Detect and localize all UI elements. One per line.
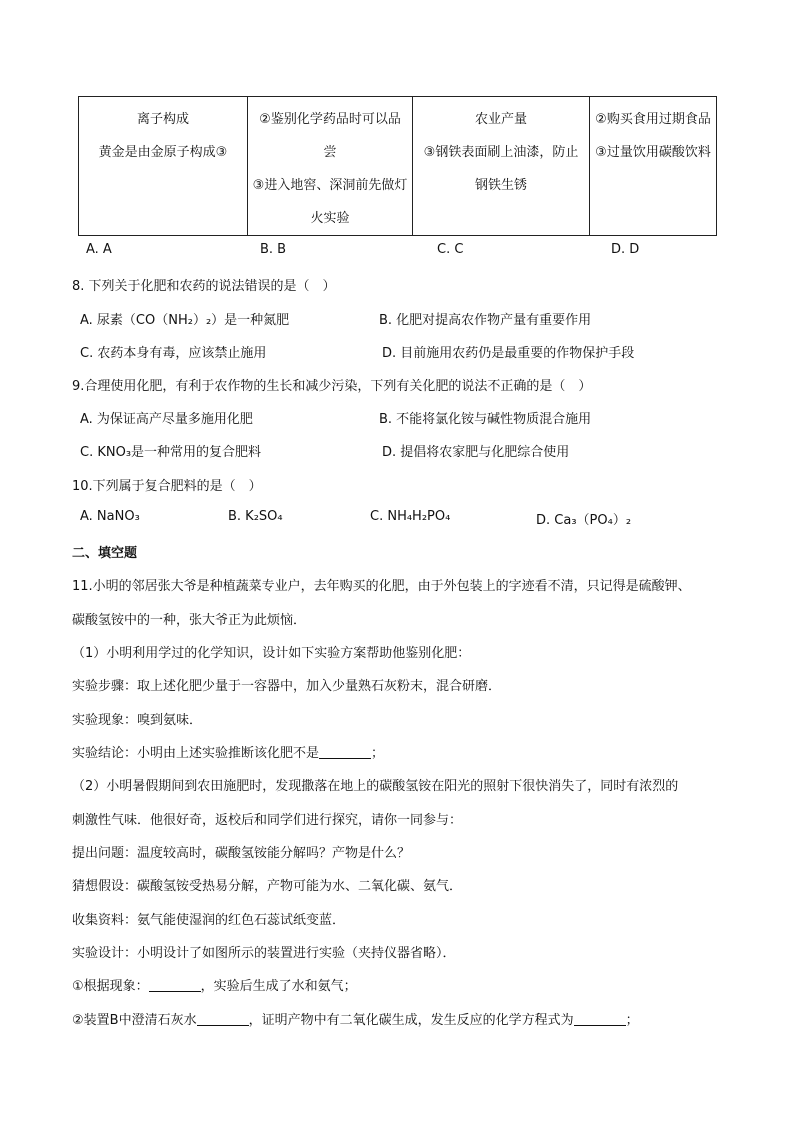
q11-line: （2）小明暑假期间到农田施肥时，发现撒落在地上的碳酸氢铵在阳光的照射下很快消失了，同时有浓烈的 xyxy=(72,779,679,794)
q11-line: 收集资料：氨气能使湿润的红色石蕊试纸变蓝． xyxy=(72,913,346,928)
q9-option-b: B. 不能将氯化铵与碱性物质混合施用 xyxy=(379,412,592,427)
table-cell-3 xyxy=(413,97,590,236)
q11-text: ①根据现象： xyxy=(72,979,149,994)
q11-text: ，实验后生成了水和氨气； xyxy=(200,979,357,994)
q9-option-c: C. KNO₃是一种常用的复合肥料 xyxy=(80,445,262,460)
cell-text: ③钢铁表面刷上油漆，防止 xyxy=(423,145,579,160)
cell-text: ②购买食用过期食品 xyxy=(595,112,711,127)
cell-text: ③过量饮用碳酸饮料 xyxy=(595,145,711,160)
q10-option-a: A. NaNO₃ xyxy=(80,509,140,524)
cell-text: 农业产量 xyxy=(474,112,527,127)
q9-option-d: D. 提倡将农家肥与化肥综合使用 xyxy=(382,445,570,460)
answer-table xyxy=(78,96,717,236)
q11-line: 实验步骤：取上述化肥少量于一容器中，加入少量熟石灰粉末，混合研磨． xyxy=(72,679,502,694)
table-cell-4 xyxy=(590,97,717,236)
cell-text: 火实验 xyxy=(310,211,350,226)
q11-line: 碳酸氢铵中的一种，张大爷正为此烦恼． xyxy=(72,613,307,628)
q7-option-d: D. D xyxy=(611,242,640,257)
q7-option-b: B. B xyxy=(260,242,287,257)
q8-option-b: B. 化肥对提高农作物产量有重要作用 xyxy=(379,313,592,328)
q11-text: ，证明产物中有二氧化碳生成，发生反应的化学方程式为 xyxy=(248,1013,574,1028)
answer-blank[interactable] xyxy=(319,746,371,759)
q8-option-a: A. 尿素（CO（NH₂）₂）是一种氮肥 xyxy=(80,313,290,328)
q7-option-a: A. A xyxy=(86,242,112,257)
q11-line-observation xyxy=(72,975,357,994)
cell-text: 钢铁生锈 xyxy=(474,178,527,193)
table-cell-2 xyxy=(248,97,413,236)
q11-line: 实验设计：小明设计了如图所示的装置进行实验（夹持仪器省略）． xyxy=(72,946,456,961)
q11-text: ； xyxy=(371,746,385,761)
cell-text: ②鉴别化学药品时可以品 xyxy=(259,112,401,127)
answer-blank[interactable] xyxy=(574,1013,626,1026)
q11-line: 猜想假设：碳酸氢铵受热易分解，产物可能为水、二氧化碳、氨气． xyxy=(72,879,463,894)
q11-line: 实验现象：嗅到氨味． xyxy=(72,713,203,728)
q11-line: 11.小明的邻居张大爷是种植蔬菜专业户，去年购买的化肥，由于外包装上的字迹看不清，只记得是硫酸钾、 xyxy=(72,579,691,594)
q10-option-c: C. NH₄H₂PO₄ xyxy=(370,509,451,524)
answer-blank[interactable] xyxy=(149,979,201,992)
q9-stem: 9.合理使用化肥，有利于农作物的生长和减少污染，下列有关化肥的说法不正确的是（ ） xyxy=(72,379,592,394)
table-cell-1 xyxy=(79,97,248,236)
q10-option-b: B. K₂SO₄ xyxy=(228,509,283,524)
q7-option-c: C. C xyxy=(437,242,464,257)
q8-option-d: D. 目前施用农药仍是最重要的作物保护手段 xyxy=(382,346,635,361)
q11-line: 提出问题：温度较高时，碳酸氢铵能分解吗？产物是什么？ xyxy=(72,846,411,861)
q11-text: ②装置B中澄清石灰水 xyxy=(72,1013,197,1028)
q8-stem: 8. 下列关于化肥和农药的说法错误的是（ ） xyxy=(72,279,336,294)
q9-option-a: A. 为保证高产尽量多施用化肥 xyxy=(80,412,253,427)
q11-text: ； xyxy=(625,1013,639,1028)
q10-option-d: D. Ca₃（PO₄）₂ xyxy=(536,513,632,528)
q11-text: 实验结论：小明由上述实验推断该化肥不是 xyxy=(72,746,320,761)
q8-option-c: C. 农药本身有毒，应该禁止施用 xyxy=(80,346,267,361)
q10-stem: 10.下列属于复合肥料的是（ ） xyxy=(72,479,262,494)
cell-text: 离子构成 xyxy=(136,112,189,127)
answer-blank[interactable] xyxy=(197,1013,249,1026)
q11-line-limewater xyxy=(72,1009,639,1028)
cell-text: 黄金是由金原子构成③ xyxy=(98,145,228,160)
cell-text: 尝 xyxy=(323,145,337,160)
section-heading: 二、填空题 xyxy=(72,546,138,561)
cell-text: ③进入地窖、深洞前先做灯 xyxy=(252,178,408,193)
q11-line-conclusion xyxy=(72,742,384,761)
q11-line: （1）小明利用学过的化学知识，设计如下实验方案帮助他鉴别化肥： xyxy=(72,646,471,661)
q11-line: 刺激性气味．他很好奇，返校后和同学们进行探究，请你一同参与： xyxy=(72,813,463,828)
